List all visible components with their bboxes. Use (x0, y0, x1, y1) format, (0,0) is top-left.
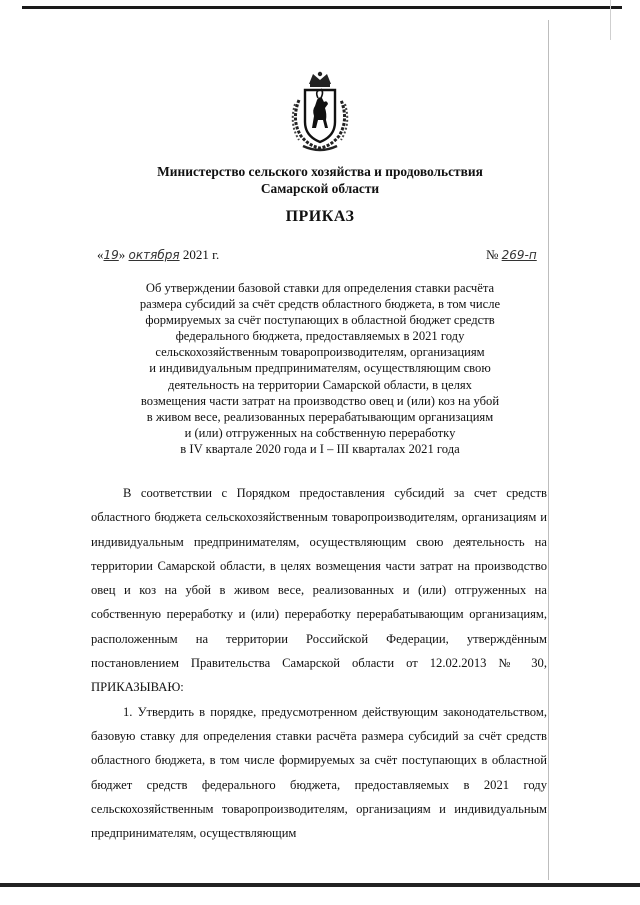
subject-line: размера субсидий за счёт средств областного бюджета, в том числе (139, 297, 501, 312)
scan-edge-mark (610, 0, 611, 40)
subject-line: федерального бюджета, предоставляемых в 2021 году (175, 329, 465, 344)
ministry-name (60, 163, 580, 197)
order-title: ПРИКАЗ (285, 208, 355, 225)
body-paragraph-item-1: 1. Утвердить в порядке, предусмотренном действующим законодательством, базовую ставку для определения ставки расчёта размера субсидий за счёт средств областного бюджета, в том числе формируемых за счёт поступающих в областной бюджет средств федерального бюджета, предоставляемых в 2021 году сельскохозяйственным товаропроизводителям, организациям и индивидуальным предпринимателям, осуществляющим (91, 704, 547, 841)
order-number (486, 247, 537, 263)
subject-line: деятельность на территории Самарской области, в целях (168, 377, 472, 392)
subject-line: формируемых за счёт поступающих в областной бюджет средств (145, 313, 495, 328)
order-date (97, 247, 219, 263)
scan-border-top (22, 6, 622, 9)
order-number-handwritten: 269-п (501, 248, 537, 262)
subject-line: и индивидуальным предпринимателям, осуществляющим свою (149, 361, 491, 376)
date-month-handwritten: октября (128, 248, 180, 262)
subject-line: в IV квартале 2020 года и I – III кварталах 2021 года (180, 441, 460, 456)
date-open-quote: « (97, 247, 104, 262)
subject-line: и (или) отгруженных на собственную переработку (184, 425, 456, 440)
date-year: 2021 г. (182, 247, 220, 262)
ministry-name-line1: Министерство сельского хозяйства и продовольствия (157, 164, 483, 179)
subject-line: возмещения части затрат на производство овец и (или) коз на убой (140, 393, 500, 408)
subject-line: сельскохозяйственным товаропроизводителям, организациям (155, 345, 485, 360)
order-body (91, 481, 547, 845)
order-number-prefix: № (486, 247, 499, 262)
subject-line: в живом весе, реализованных перерабатывающим организациям (146, 409, 494, 424)
order-subject (88, 280, 552, 457)
date-day-handwritten: 19 (103, 248, 119, 262)
subject-line: Об утверждении базовой ставки для определения ставки расчёта (145, 281, 495, 295)
body-paragraph-preamble: В соответствии с Порядком предоставления субсидий за счет средств областного бюджета сельскохозяйственным товаропроизводителям, организациям и индивидуальным предпринимателям, осуществляющим свою деятельность на территории Самарской области, в целях возмещения части затрат на производство овец и коз на убой в живом весе, реализованных и (или) отгруженных на собственную переработку и (или) переработку перерабатывающим организациям, расположенным на территории Российской Федерации, утверждённым постановлением Правительства Самарской области от 12.02.2013 № 30, ПРИКАЗЫВАЮ: (91, 486, 547, 695)
scan-border-bottom (0, 883, 640, 887)
date-close-quote: » (118, 247, 126, 262)
coat-of-arms-emblem (285, 70, 355, 154)
ministry-name-line2: Самарской области (260, 181, 380, 196)
